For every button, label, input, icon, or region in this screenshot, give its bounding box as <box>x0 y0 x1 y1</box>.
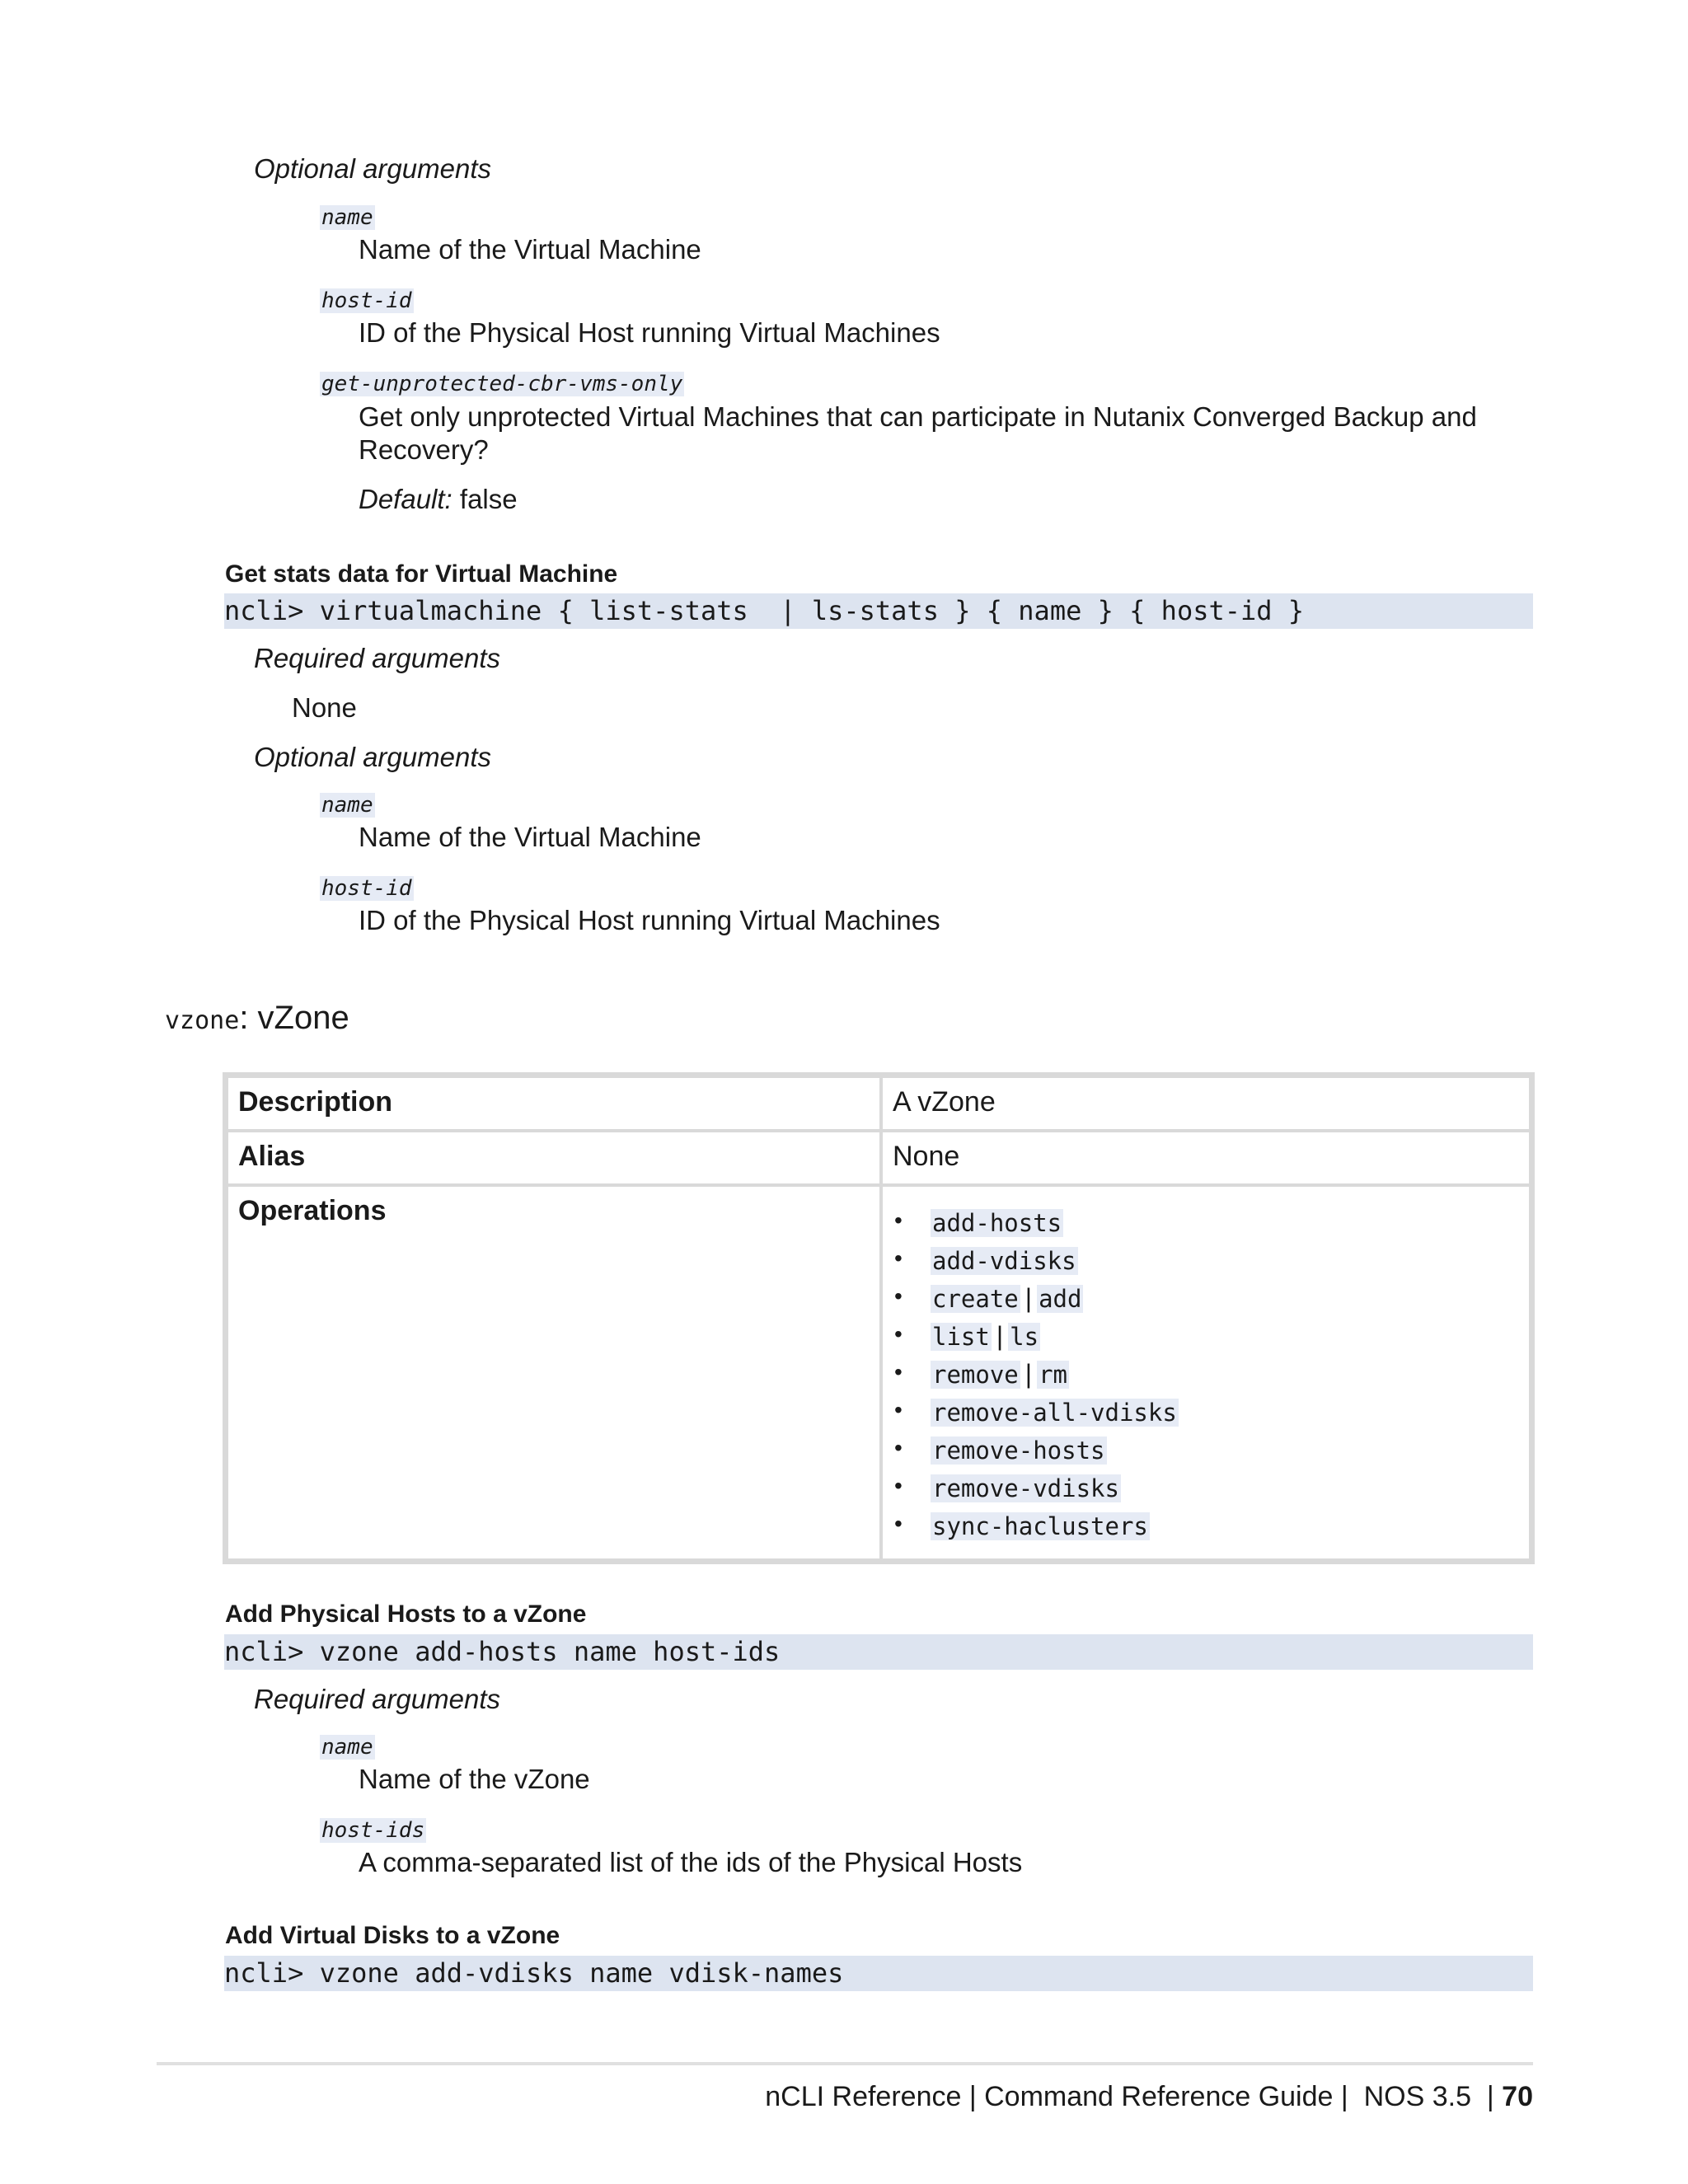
operations-list <box>893 1203 1519 1544</box>
list-item: • remove-all-vdisks <box>893 1393 1519 1431</box>
default-text: false <box>459 484 518 514</box>
list-item: • remove | rm <box>893 1355 1519 1393</box>
table-key: Alias <box>227 1131 881 1185</box>
required-arguments-label: Required arguments <box>254 643 500 673</box>
arg-name: host-ids <box>321 1818 425 1843</box>
table-value: None <box>881 1131 1531 1185</box>
required-value: None <box>292 692 357 723</box>
page-footer <box>765 2081 1533 2113</box>
optional-arguments-label: Optional arguments <box>254 153 491 184</box>
section-title-text: : vZone <box>239 1000 349 1036</box>
section-heading: Get stats data for Virtual Machine <box>225 560 618 588</box>
command-text: ncli> virtualmachine { list-stats | ls-stats } { name } { host-id } <box>224 595 1305 626</box>
command-bar <box>224 1956 1533 1991</box>
table-key: Operations <box>227 1185 881 1560</box>
section-heading: Add Virtual Disks to a vZone <box>225 1922 560 1949</box>
arg-name: get-unprotected-cbr-vms-only <box>321 372 683 396</box>
table-row <box>227 1076 1531 1131</box>
arg-desc: Name of the Virtual Machine <box>359 822 701 852</box>
list-item: • list | ls <box>893 1317 1519 1355</box>
list-item: • add-vdisks <box>893 1241 1519 1279</box>
list-item: • create | add <box>893 1279 1519 1317</box>
arg-name: host-id <box>321 288 412 313</box>
table-row <box>227 1131 1531 1185</box>
default-value <box>359 484 518 515</box>
optional-arguments-label: Optional arguments <box>254 742 491 772</box>
command-text: ncli> vzone add-hosts name host-ids <box>224 1636 781 1667</box>
required-arguments-label: Required arguments <box>254 1684 500 1714</box>
properties-table <box>223 1072 1535 1564</box>
arg-desc: ID of the Physical Host running Virtual Machines <box>359 905 940 935</box>
arg-desc: A comma-separated list of the ids of the Physical Hosts <box>359 1847 1023 1877</box>
default-label: Default: <box>359 484 452 514</box>
table-key: Description <box>227 1076 881 1131</box>
arg-desc: Get only unprotected Virtual Machines that can participate in Nutanix Converged Backup and Recovery? <box>359 401 1477 465</box>
command-bar <box>224 593 1533 629</box>
footer-text: nCLI Reference | Command Reference Guide | NOS 3.5 | <box>765 2081 1503 2112</box>
arg-name: name <box>321 793 373 818</box>
operations-cell <box>881 1185 1531 1560</box>
list-item: • sync-haclusters <box>893 1507 1519 1544</box>
table-row <box>227 1185 1531 1560</box>
arg-name: host-id <box>321 876 412 901</box>
section-heading: Add Physical Hosts to a vZone <box>225 1601 587 1628</box>
arg-desc: Name of the vZone <box>359 1764 590 1794</box>
table-value: A vZone <box>881 1076 1531 1131</box>
list-item: • remove-vdisks <box>893 1469 1519 1507</box>
list-item: • remove-hosts <box>893 1431 1519 1469</box>
section-title-code: vzone <box>165 1006 240 1035</box>
section-title <box>165 1000 349 1037</box>
arg-desc: ID of the Physical Host running Virtual Machines <box>359 317 940 348</box>
arg-desc: Name of the Virtual Machine <box>359 234 701 265</box>
command-text: ncli> vzone add-vdisks name vdisk-names <box>224 1957 844 1989</box>
command-bar <box>224 1634 1533 1670</box>
arg-name: name <box>321 205 373 230</box>
page-number: 70 <box>1502 2081 1533 2112</box>
footer-divider <box>157 2062 1533 2065</box>
arg-name: name <box>321 1735 373 1760</box>
list-item: • add-hosts <box>893 1203 1519 1241</box>
